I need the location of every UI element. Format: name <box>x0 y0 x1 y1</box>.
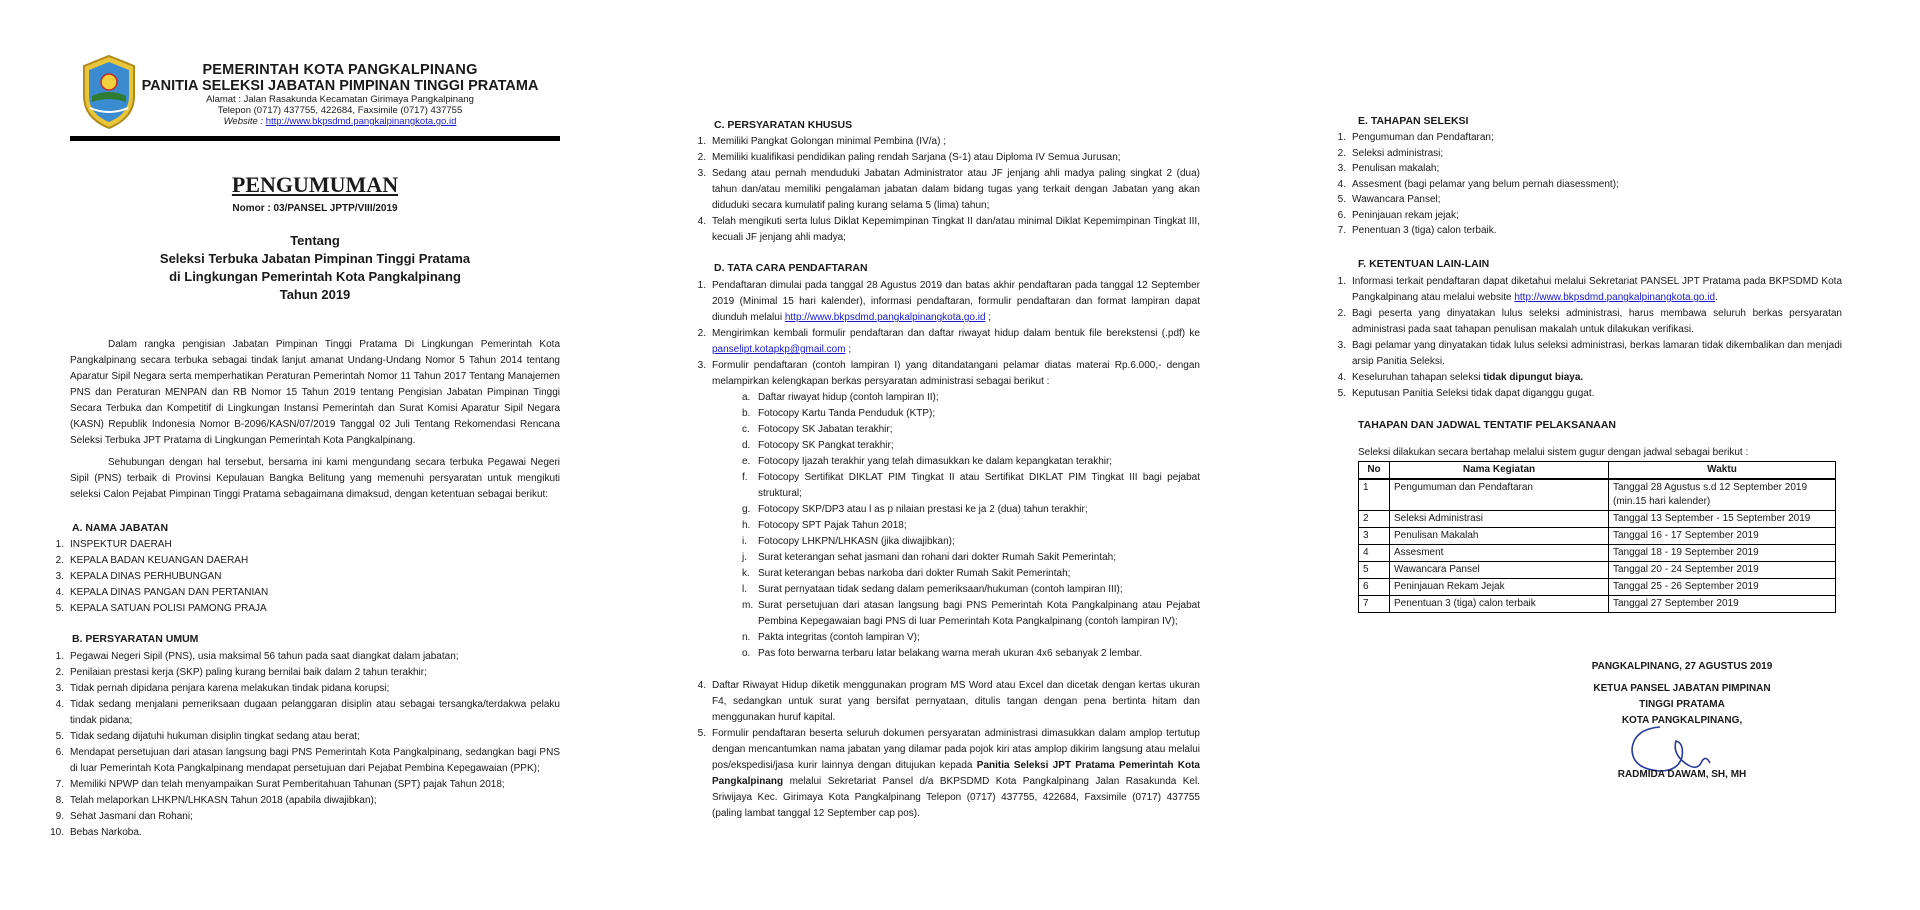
column-header-activity: Nama Kegiatan <box>1390 462 1609 480</box>
list-item: 6. Mendapat persetujuan dari atasan langsung bagi PNS Pemerintah Kota Pangkalpinang, sedangkan bagi PNS di luar Pemerintah Kota Pangkalpinang mendapat persetujuan dari Pejabat Pembina Kepegawaian (PPK); <box>55 747 560 774</box>
section-c-heading: C. PERSYARATAN KHUSUS <box>714 119 853 131</box>
section-e-heading: E. TAHAPAN SELEKSI <box>1358 115 1469 127</box>
list-item: 3. KEPALA DINAS PERHUBUNGAN <box>55 571 222 582</box>
table-header-row <box>1359 462 1836 480</box>
list-item: 4. Daftar Riwayat Hidup diketik menggunakan program MS Word atau Excel dan dicetak dengan kertas ukuran F4, sedangkan untuk surat yang bersifat pernyataan, ditulis tangan dengan pena bertinta hitam dan menggunakan huruf kapital. <box>697 680 1200 723</box>
signature-title-line1: KETUA PANSEL JABATAN PIMPINAN <box>1593 683 1771 694</box>
letterhead-phone: Telepon (0717) 437755, 422684, Faxsimile (0717) 437755 <box>217 105 463 116</box>
registration-email-link[interactable]: panselipt.kotapkp@gmail.com <box>712 344 846 355</box>
checklist-item: e. Fotocopy Ijazah terakhir yang telah dimasukkan ke dalam kepangkatan terakhir; <box>742 456 1113 467</box>
list-item: 2. KEPALA BADAN KEUANGAN DAERAH <box>55 555 249 566</box>
general-requirements-list <box>50 649 560 841</box>
list-item: 10. Bebas Narkoba. <box>50 827 142 838</box>
letterhead-address: Alamat : Jalan Rasakunda Kecamatan Girimaya Pangkalpinang <box>206 94 474 105</box>
section-b-heading: B. PERSYARATAN UMUM <box>72 633 199 645</box>
list-item: 3. Bagi pelamar yang dinyatakan tidak lulus seleksi administrasi, berkas lamaran tidak dikembalikan dan menjadi arsip Panitia Seleksi. <box>1337 340 1842 367</box>
section-d-heading: D. TATA CARA PENDAFTARAN <box>714 262 868 274</box>
list-item: 5. KEPALA SATUAN POLISI PAMONG PRAJA <box>55 603 267 614</box>
section-f-heading: F. KETENTUAN LAIN-LAIN <box>1358 258 1490 270</box>
announcement-title: PENGUMUMAN <box>231 172 399 197</box>
section-a-heading: A. NAMA JABATAN <box>72 522 169 534</box>
website-link[interactable]: http://www.bkpsdmd.pangkalpinangkota.go.id <box>265 116 457 127</box>
selection-stages-list <box>1337 130 1842 239</box>
letterhead-government: PEMERINTAH KOTA PANGKALPINANG <box>202 62 478 78</box>
list-item: 1. Informasi terkait pendaftaran dapat diketahui melalui Sekretariat PANSEL JPT Pratama pada BKPSDMD Kota Pangkalpinang atau melalui website http://www.bkpsdmd.pangkalpinangkota.go.id. <box>1337 276 1842 303</box>
other-provisions-list <box>1337 274 1842 402</box>
checklist-item: k. Surat keterangan bebas narkoba dari dokter Rumah Sakit Pemerintah; <box>742 568 1071 579</box>
checklist-item: f. Fotocopy Sertifikat DIKLAT PIM Tingkat II atau Sertifikat DIKLAT PIM Tingkat III bagi pejabat struktural; <box>742 472 1200 499</box>
list-item: 1. INSPEKTUR DAERAH <box>55 539 172 550</box>
table-row: 3 Penulisan Makalah Tanggal 16 - 17 September 2019 <box>1359 528 1836 545</box>
document-checklist <box>712 390 1200 662</box>
table-row: 2 Seleksi Administrasi Tanggal 13 September - 15 September 2019 <box>1359 511 1836 528</box>
list-item: 4. KEPALA DINAS PANGAN DAN PERTANIAN <box>55 587 269 598</box>
registration-website-link[interactable]: http://www.bkpsdmd.pangkalpinangkota.go.id <box>784 312 986 323</box>
checklist-item: a. Daftar riwayat hidup (contoh lampiran II); <box>742 392 939 403</box>
signature-title-line3: KOTA PANGKALPINANG, <box>1621 715 1743 726</box>
list-item: 2. Seleksi administrasi; <box>1337 147 1444 159</box>
list-item: 2. Mengirimkan kembali formulir pendaftaran dan daftar riwayat hidup dalam bentuk file berekstensi (.pdf) ke panselipt.kotapkp@gmail.com ; <box>697 328 1200 355</box>
signature-title-line2: TINGGI PRATAMA <box>1639 699 1725 710</box>
list-item: 2. Bagi peserta yang dinyatakan lulus seleksi administrasi, harus membawa seluruh berkas persyaratan administrasi pada saat tahapan penulisan makalah untuk dilakukan verifikasi. <box>1337 308 1842 335</box>
position-list <box>55 537 560 617</box>
list-item: 4. Assesment (bagi pelamar yang belum pernah diasessment); <box>1337 178 1619 190</box>
checklist-item: m. Surat persetujuan dari atasan langsung bagi PNS Pemerintah Kota Pangkalpinang atau Pejabat Pembina Kepegawaian bagi PNS di luar Pemerintah Kota Pangkalpinang (contoh lampiran IV); <box>742 600 1200 627</box>
list-item: 3. Sedang atau pernah menduduki Jabatan Administrator atau JF jenjang ahli madya paling singkat 2 (dua) tahun dan/atau memiliki pengalaman jabatan dalam bidang tugas yang terkait dengan Jabatan yang akan diduduki secara kumulatif paling kurang selama 5 (lima) tahun; <box>697 168 1200 211</box>
table-row: 6 Peninjauan Rekam Jejak Tanggal 25 - 26 September 2019 <box>1359 579 1836 596</box>
checklist-item: g. Fotocopy SKP/DP3 atau l as p nilaian prestasi ke ja 2 (dua) tahun terakhir; <box>742 504 1088 515</box>
letterhead-organization: PANITIA SELEKSI JABATAN PIMPINAN TINGGI PRATAMA <box>141 78 539 94</box>
table-row: 4 Assesment Tanggal 18 - 19 September 2019 <box>1359 545 1836 562</box>
list-item: 3. Tidak pernah dipidana penjara karena melakukan tindak pidana korupsi; <box>55 683 390 694</box>
list-item: 2. Memiliki kualifikasi pendidikan paling rendah Sarjana (S-1) atau Diploma IV Semua Jurusan; <box>697 152 1121 163</box>
column-header-no: No <box>1359 462 1390 480</box>
checklist-item: j. Surat keterangan sehat jasmani dan rohani dari dokter Rumah Sakit Pemerintah; <box>742 552 1116 563</box>
checklist-item: l. Surat pernyataan tidak sedang dalam pemeriksaan/hukuman (contoh lampiran III); <box>742 584 1123 595</box>
checklist-item: h. Fotocopy SPT Pajak Tahun 2018; <box>742 520 907 531</box>
list-item: 9. Sehat Jasmani dan Rohani; <box>55 811 193 822</box>
schedule-table <box>1358 461 1836 613</box>
schedule-heading: TAHAPAN DAN JADWAL TENTATIF PELAKSANAAN <box>1358 419 1617 431</box>
provisions-website-link[interactable]: http://www.bkpsdmd.pangkalpinangkota.go.id <box>1514 292 1716 303</box>
intro-paragraph: Dalam rangka pengisian Jabatan Pimpinan Tinggi Pratama Di Lingkungan Pemerintah Kota Pangkalpinang secara terbuka sebagai tindak lanjut amanat Undang-Undang Nomor 5 Tahun 2014 tentang Aparatur Sipil Negara serta memperhatikan Peraturan Pemerintah Nomor 11 Tahun 2017 Tentang Manajemen PNS dan Peraturan MENPAN dan RB Nomor 15 Tahun 2019 tentang Pengisian Jabatan Pimpinan Tinggi Secara Terbuka dan Kompetitif di Lingkungan Instansi Pemerintah dan Surat Komisi Aparatur Sipil Negara (KASN) Republik Indonesia Nomor B-2096/KASN/07/2019 Tanggal 02 Juli Tentang Rekomendasi Rencana Seleksi Terbuka JPT Pratama di Lingkungan Pemerintah Kota Pangkalpinang. <box>70 339 560 446</box>
list-item: 4. Keseluruhan tahapan seleksi tidak dipungut biaya. <box>1337 372 1584 383</box>
list-item: 6. Peninjauan rekam jejak; <box>1337 209 1459 221</box>
checklist-item: b. Fotocopy Kartu Tanda Penduduk (KTP); <box>742 408 936 419</box>
list-item: 5. Tidak sedang dijatuhi hukuman disiplin tingkat sedang atau berat; <box>55 731 360 742</box>
list-item: 4. Tidak sedang menjalani pemeriksaan dugaan pelanggaran disiplin atau sebagai tersangka/terdakwa pelaku tindak pidana; <box>55 699 560 726</box>
special-requirements-list <box>697 134 1200 246</box>
checklist-item: o. Pas foto berwarna terbaru latar belakang warna merah ukuran 4x6 sebanyak 2 lembar. <box>742 648 1143 659</box>
table-row: 5 Wawancara Pansel Tanggal 20 - 24 September 2019 <box>1359 562 1836 579</box>
list-item: 1. Pendaftaran dimulai pada tanggal 28 Agustus 2019 dan batas akhir pendaftaran pada tanggal 12 September 2019 (Minimal 15 hari kalender), informasi pendaftaran, formulir pendaftaran dan format lampiran dapat diunduh melalui http://www.bkpsdmd.pangkalpinangkota.go.id ; <box>697 280 1200 323</box>
list-item: 5. Keputusan Panitia Seleksi tidak dapat diganggu gugat. <box>1337 388 1595 399</box>
list-item: 3. Formulir pendaftaran (contoh lampiran I) yang ditandatangani pelamar diatas materai Rp.6.000,- dengan melampirkan kelengkapan berkas persyaratan administrasi sebagai berikut : a. Daftar riwayat hidup (contoh lampiran II); b. Fotocopy Kartu Tanda Penduduk (KTP); c. Fotocopy SK Jabatan terakhir; d. Fotocopy SK Pangkat terakhir; e. Fotocopy Ijazah terakhir yang telah dimasukkan ke dalam kepangkatan terakhir; f. Fotocopy Sertifikat DIKLAT PIM Tingkat II atau Sertifikat DIKLAT PIM Tingkat III bagi pejabat struktural; g. Fotocopy SKP/DP3 atau l as p nilaian prestasi ke ja 2 (dua) tahun terakhir; h. Fotocopy SPT Pajak Tahun 2018; i. Fotocopy LHKPN/LHKASN (jika diwajibkan); j. Surat keterangan sehat jasmani dan rohani dari dokter Rumah Sakit Pemerintah; k. Surat keterangan bebas narkoba dari dokter Rumah Sakit Pemerintah; l. Surat pernyataan tidak sedang dalam pemeriksaan/hukuman (contoh lampiran III); m. Surat persetujuan dari atasan langsung bagi PNS Pemerintah Kota Pangkalpinang atau Pejabat Pembina Kepegawaian bagi PNS di luar Pemerintah Kota Pangkalpinang (contoh lampiran IV); n. Pakta integritas (contoh lampiran V); o. Pas foto berwarna terbaru latar belakang warna merah ukuran 4x6 sebanyak 2 lembar. <box>712 358 1200 662</box>
table-row: 1 Pengumuman dan Pendaftaran Tanggal 28 Agustus s.d 12 September 2019 (min.15 hari kalender) <box>1359 479 1836 511</box>
registration-steps-list <box>697 278 1200 822</box>
letterhead-website: Website : http://www.bkpsdmd.pangkalpinangkota.go.id <box>223 116 457 127</box>
table-row: 7 Penentuan 3 (tiga) calon terbaik Tanggal 27 September 2019 <box>1359 596 1836 613</box>
signature-place-date: PANGKALPINANG, 27 AGUSTUS 2019 <box>1591 661 1773 672</box>
list-item: 7. Penentuan 3 (tiga) calon terbaik. <box>1337 225 1497 236</box>
list-item: 4. Telah mengikuti serta lulus Diklat Kepemimpinan Tingkat II dan/atau minimal Diklat Kepemimpinan Tingkat III, kecuali JF jenjang ahli madya; <box>697 216 1200 243</box>
checklist-item: d. Fotocopy SK Pangkat terakhir; <box>742 440 894 451</box>
list-item: 1. Pengumuman dan Pendaftaran; <box>1337 132 1494 143</box>
letterhead <box>70 50 560 140</box>
list-item: 3. Penulisan makalah; <box>1337 163 1440 174</box>
announcement-number: Nomor : 03/PANSEL JPTP/VIII/2019 <box>232 203 398 214</box>
list-item: 5. Formulir pendaftaran beserta seluruh dokumen persyaratan administrasi dimasukkan dalam amplop tertutup dengan mencantumkan nama jabatan yang dilamar pada pojok kiri atas amplop dikirim langsung atau melalui pos/ekspedisi/jasa kurir lainnya dengan ditujukan kepada Panitia Seleksi JPT Pratama Pemerintah Kota Pangkalpinang melalui Sekretariat Pansel d/a BKPSDMD Kota Pangkalpinang Jalan Rasakunda Kel. Sriwijaya Kec. Girimaya Kota Pangkalpinang Telepon (0717) 437755, 422684, Faxsimile (0717) 437755 (paling lambat tanggal 12 September cap pos). <box>697 728 1200 819</box>
schedule-intro: Seleksi dilakukan secara bertahap melalui sistem gugur dengan jadwal sebagai berikut : <box>1358 447 1749 458</box>
list-item: 1. Pegawai Negeri Sipil (PNS), usia maksimal 56 tahun pada saat diangkat dalam jabatan; <box>55 651 459 662</box>
list-item: 8. Telah melaporkan LHKPN/LHKASN Tahun 2018 (apabila diwajibkan); <box>55 795 377 806</box>
checklist-item: i. Fotocopy LHKPN/LHKASN (jika diwajibkan); <box>742 536 955 547</box>
invitation-paragraph: Sehubungan dengan hal tersebut, bersama ini kami mengundang secara terbuka Pegawai Negeri Sipil (PNS) terbaik di Provinsi Kepulauan Bangka Belitung yang memenuhi persyaratan untuk mengikuti seleksi Calon Pejabat Pimpinan Tinggi Pratama sebagaimana dimaksud, dengan ketentuan sebagai berikut: <box>70 457 560 500</box>
list-item: 5. Wawancara Pansel; <box>1337 194 1441 205</box>
letterhead-divider <box>70 136 560 141</box>
list-item: 1. Memiliki Pangkat Golongan minimal Pembina (IV/a) ; <box>697 136 946 147</box>
announcement-subject: Tentang Seleksi Terbuka Jabatan Pimpinan Tinggi Pratama di Lingkungan Pemerintah Kota Pangkalpinang Tahun 2019 <box>159 233 471 302</box>
column-header-time: Waktu <box>1609 462 1836 480</box>
list-item: 2. Penilaian prestasi kerja (SKP) paling kurang bernilai baik dalam 2 tahun terakhir; <box>55 667 427 678</box>
checklist-item: n. Pakta integritas (contoh lampiran V); <box>742 632 920 643</box>
list-item: 7. Memiliki NPWP dan telah menyampaikan Surat Pemberitahuan Tahunan (SPT) pajak Tahun 2018; <box>55 779 505 790</box>
signature-block <box>1552 659 1812 783</box>
signatory-name: RADMIDA DAWAM, SH, MH <box>1617 769 1747 780</box>
checklist-item: c. Fotocopy SK Jabatan terakhir; <box>742 424 893 435</box>
